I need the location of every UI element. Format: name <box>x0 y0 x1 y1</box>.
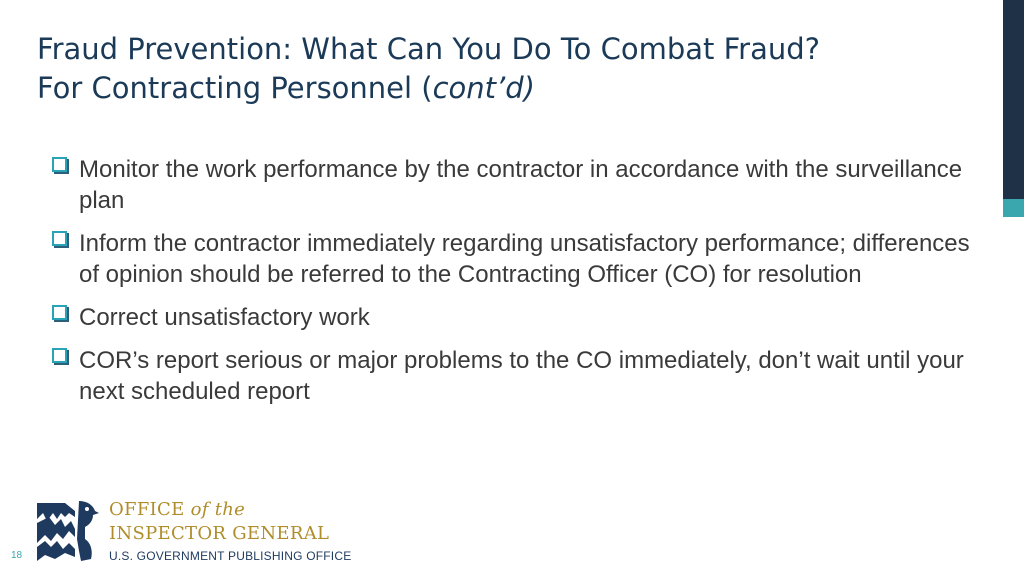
checkbox-bullet-icon <box>52 348 67 363</box>
title-line-2 <box>37 69 967 108</box>
checkbox-bullet-icon <box>52 305 67 320</box>
bullet-text: Monitor the work performance by the contractor in accordance with the surveillance plan <box>79 156 963 214</box>
checkbox-bullet-icon <box>52 231 67 246</box>
title-line-1: Fraud Prevention: What Can You Do To Combat Fraud? <box>37 32 821 66</box>
org-name-line-1 <box>109 499 245 520</box>
org-name-line-3: U.S. GOVERNMENT PUBLISHING OFFICE <box>109 549 352 563</box>
org-name-of-the: of the <box>190 499 246 520</box>
bullet-item <box>50 154 980 216</box>
page-number: 18 <box>11 550 23 561</box>
bullet-text: Correct unsatisfactory work <box>79 304 370 331</box>
bullet-text: COR’s report serious or major problems to the CO immediately, don’t wait until your next scheduled report <box>79 347 964 405</box>
eagle-seal-icon <box>35 499 101 565</box>
bullet-item <box>50 345 980 407</box>
right-navy-bar <box>1003 0 1024 199</box>
title-line-2-italic: cont’d) <box>432 71 535 105</box>
right-teal-accent <box>1003 199 1024 217</box>
bullet-list <box>50 154 980 419</box>
bullet-item <box>50 302 980 333</box>
bullet-item <box>50 228 980 290</box>
org-name-line-2: INSPECTOR GENERAL <box>109 523 330 544</box>
bullet-text: Inform the contractor immediately regarding unsatisfactory performance; differences of opinion should be referred to the Contracting Officer (CO) for resolution <box>79 230 970 288</box>
checkbox-bullet-icon <box>52 157 67 172</box>
title-line-2-text: For Contracting Personnel ( <box>37 71 433 105</box>
org-name-office: OFFICE <box>109 499 191 520</box>
slide-title <box>37 30 967 108</box>
